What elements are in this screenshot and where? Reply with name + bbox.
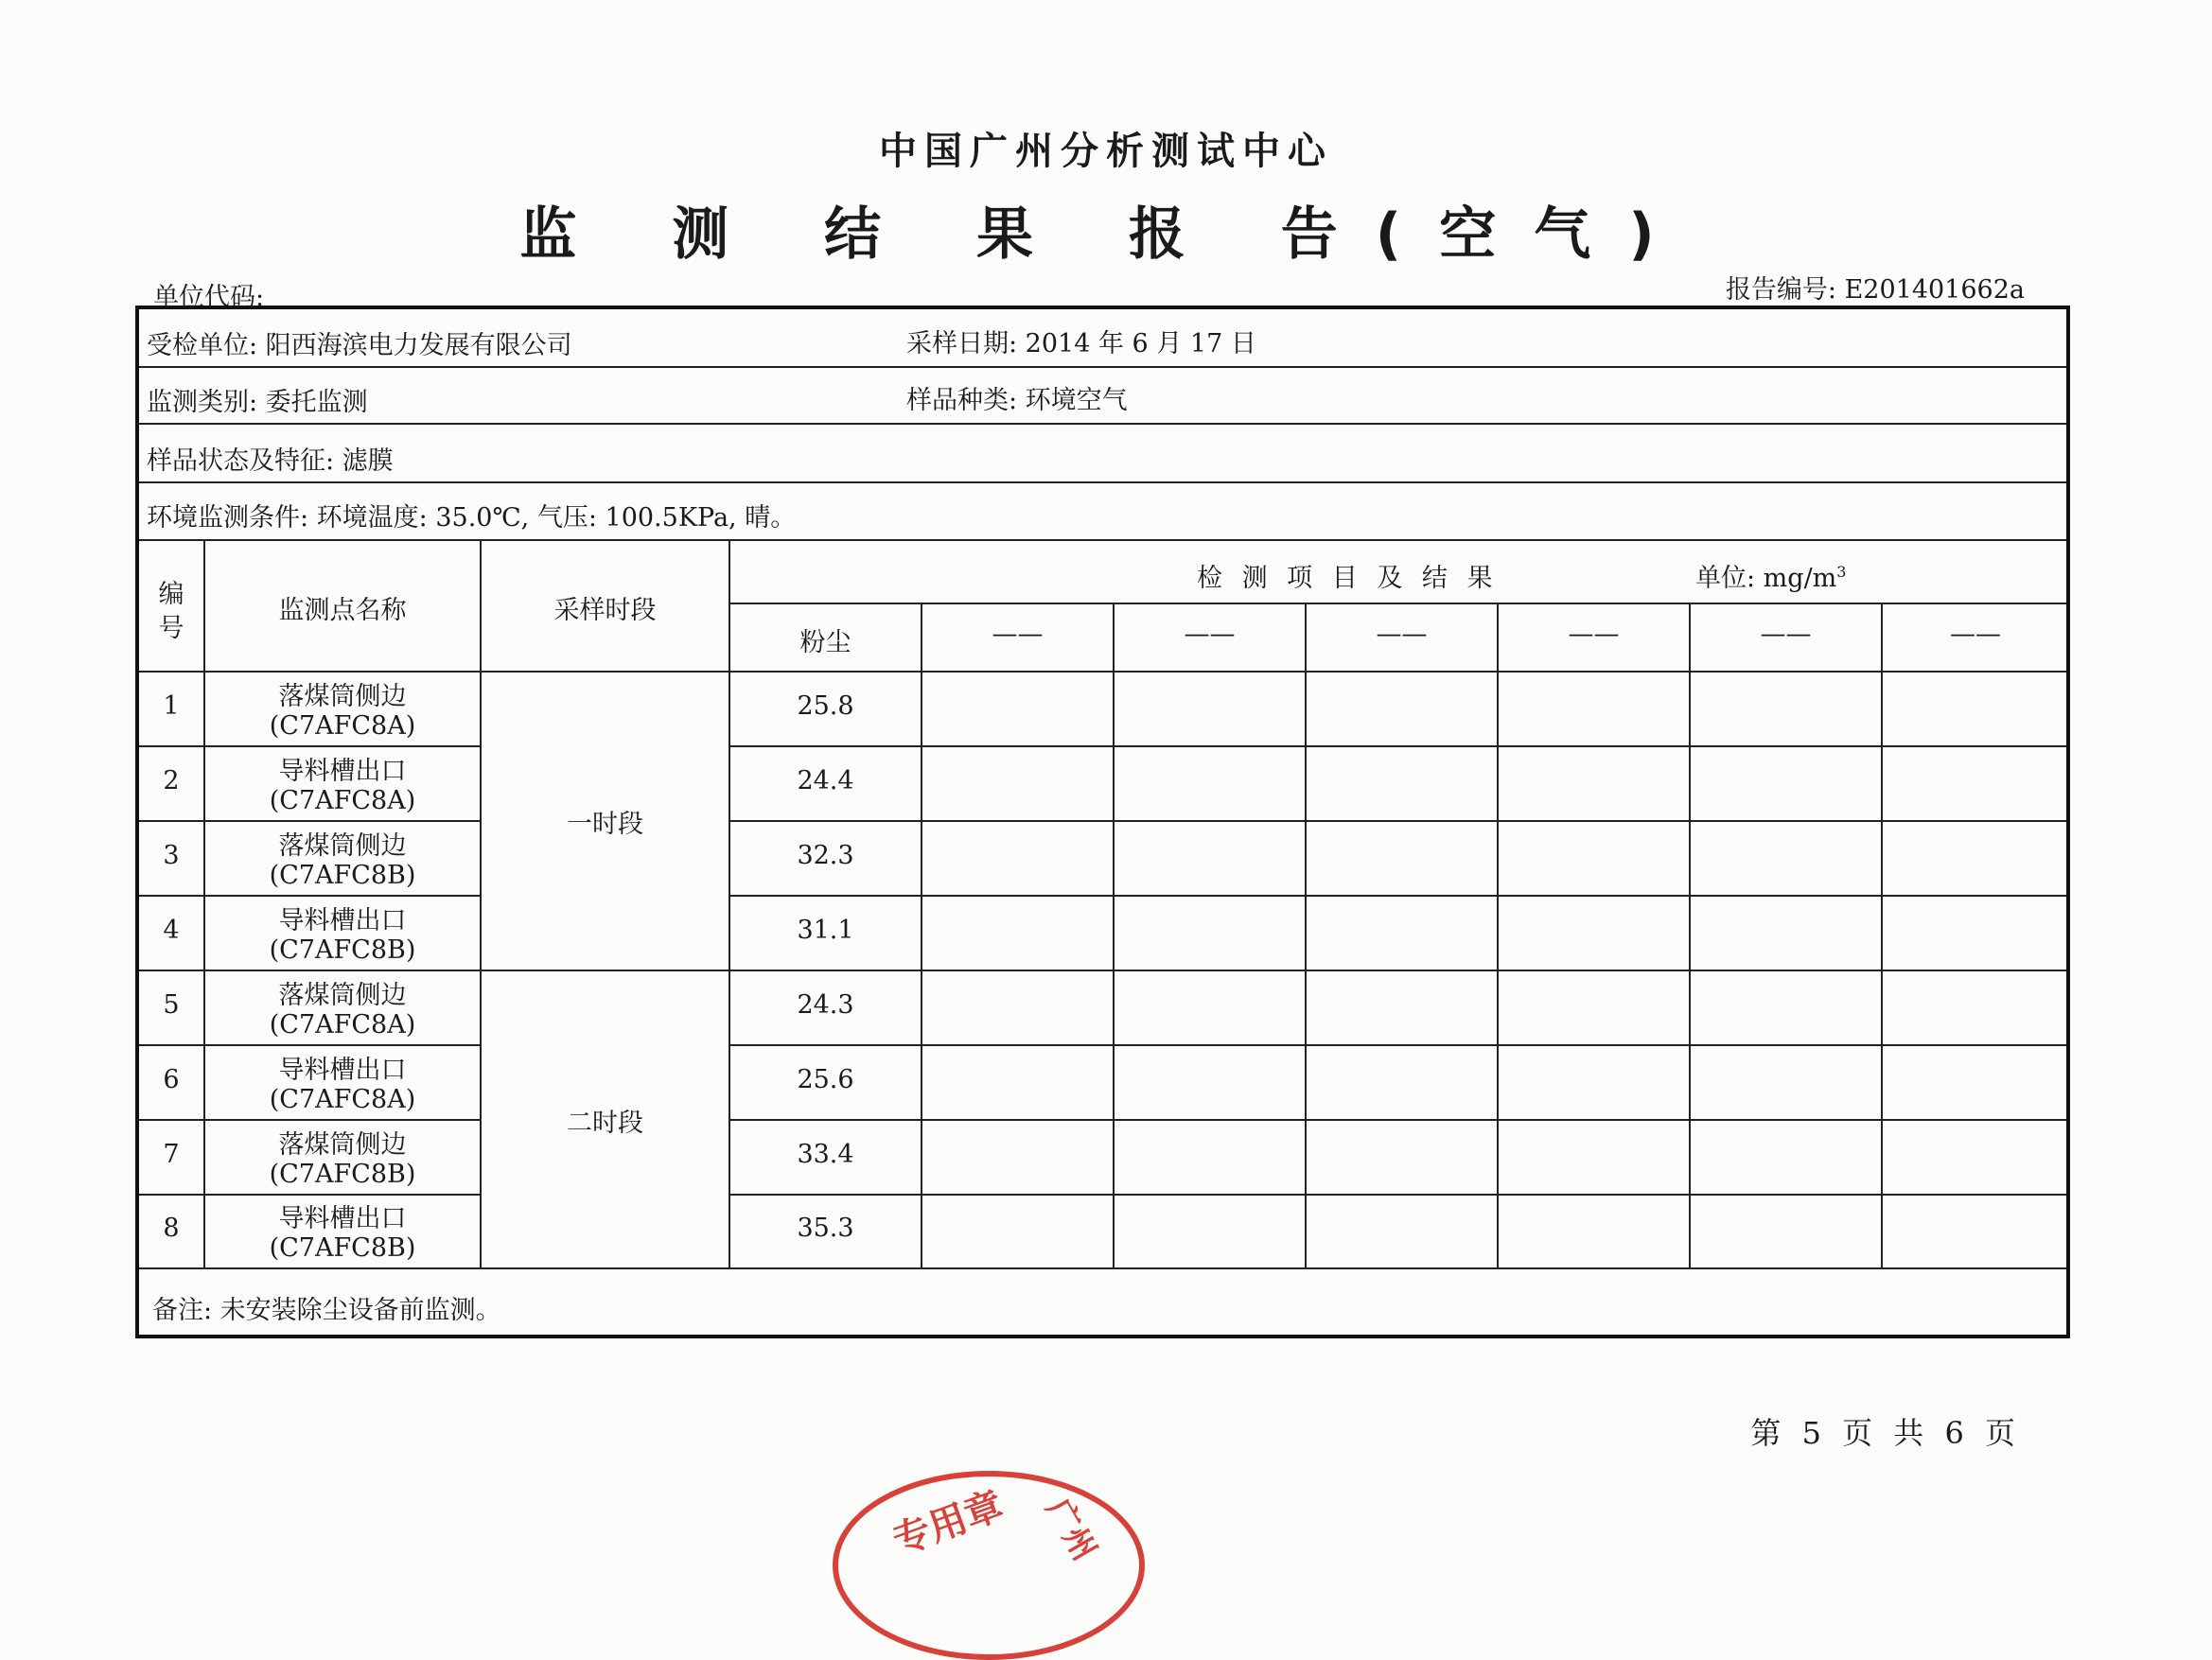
report-title: 监 测 结 果 报 告(空气) <box>519 201 1693 268</box>
point-name: 落煤筒侧边 <box>278 682 407 711</box>
env-conditions: 环境监测条件: 环境温度: 35.0℃, 气压: 100.5KPa, 晴。 <box>147 503 797 533</box>
col-empty-4: —— <box>1568 620 1620 649</box>
col-dust: 粉尘 <box>799 628 851 657</box>
row-number: 8 <box>163 1214 180 1243</box>
remark: 备注: 未安装除尘设备前监测。 <box>152 1296 501 1325</box>
point-name: 导料槽出口 <box>278 1056 407 1085</box>
dust-value: 25.8 <box>797 691 854 721</box>
point-name: 导料槽出口 <box>278 1204 407 1233</box>
point-name: 导料槽出口 <box>278 757 407 786</box>
point-code: (C7AFC8A) <box>269 1085 416 1114</box>
col-items-results: 检 测 项 目 及 结 果 <box>1197 564 1499 593</box>
unit-code-label: 单位代码: <box>153 283 265 312</box>
row-number: 1 <box>163 691 180 721</box>
point-code: (C7AFC8B) <box>269 1160 416 1189</box>
dust-value: 32.3 <box>797 841 854 870</box>
point-code: (C7AFC8B) <box>269 861 416 890</box>
row-number: 3 <box>163 841 180 870</box>
org-name: 中国广州分析测试中心 <box>879 130 1333 173</box>
col-empty-5: —— <box>1760 620 1812 649</box>
sample-kind: 样品种类: 环境空气 <box>906 386 1128 415</box>
monitor-type: 监测类别: 委托监测 <box>147 388 368 417</box>
col-empty-2: —— <box>1184 620 1236 649</box>
point-name: 落煤筒侧边 <box>278 981 407 1010</box>
results-table <box>135 306 2070 1338</box>
col-number: 编 号 <box>158 580 184 643</box>
col-empty-3: —— <box>1376 620 1428 649</box>
col-sampling-period: 采样时段 <box>553 596 657 625</box>
stamp-text: 专用章 <box>887 1483 1009 1564</box>
period-1: 一时段 <box>567 810 643 839</box>
row-number: 7 <box>163 1140 180 1169</box>
dust-value: 25.6 <box>797 1065 854 1094</box>
col-unit: 单位: $mg/m^3$ <box>1695 563 1847 593</box>
row-number: 2 <box>163 766 180 795</box>
sample-state: 样品状态及特征: 滤膜 <box>147 446 394 476</box>
point-code: (C7AFC8B) <box>269 935 416 965</box>
point-name: 导料槽出口 <box>278 906 407 935</box>
row-number: 6 <box>163 1065 180 1094</box>
point-name: 落煤筒侧边 <box>278 831 407 861</box>
page-number: 第 5 页 共 6 页 <box>1750 1415 2021 1451</box>
point-code: (C7AFC8A) <box>269 786 416 815</box>
inspected-unit: 受检单位: 阳西海滨电力发展有限公司 <box>147 331 572 360</box>
dust-value: 24.4 <box>797 766 854 795</box>
col-empty-1: —— <box>992 620 1044 649</box>
period-2: 二时段 <box>567 1109 643 1138</box>
sampling-date: 采样日期: 2014 年 6 月 17 日 <box>906 329 1256 358</box>
point-code: (C7AFC8A) <box>269 1010 416 1040</box>
row-number: 5 <box>163 990 180 1020</box>
stamp-text: 广州 <box>1038 1492 1104 1567</box>
point-name: 落煤筒侧边 <box>278 1130 407 1160</box>
col-point-name: 监测点名称 <box>278 596 407 625</box>
point-code: (C7AFC8B) <box>269 1233 416 1263</box>
report-number: 报告编号: E201401662a <box>1725 275 2025 305</box>
dust-value: 24.3 <box>797 990 854 1020</box>
point-code: (C7AFC8A) <box>269 711 416 741</box>
dust-value: 31.1 <box>797 916 854 945</box>
dust-value: 35.3 <box>797 1214 854 1243</box>
col-empty-6: —— <box>1950 620 2001 649</box>
row-number: 4 <box>163 916 180 945</box>
seal-stamp <box>833 1471 1145 1660</box>
dust-value: 33.4 <box>797 1140 854 1169</box>
